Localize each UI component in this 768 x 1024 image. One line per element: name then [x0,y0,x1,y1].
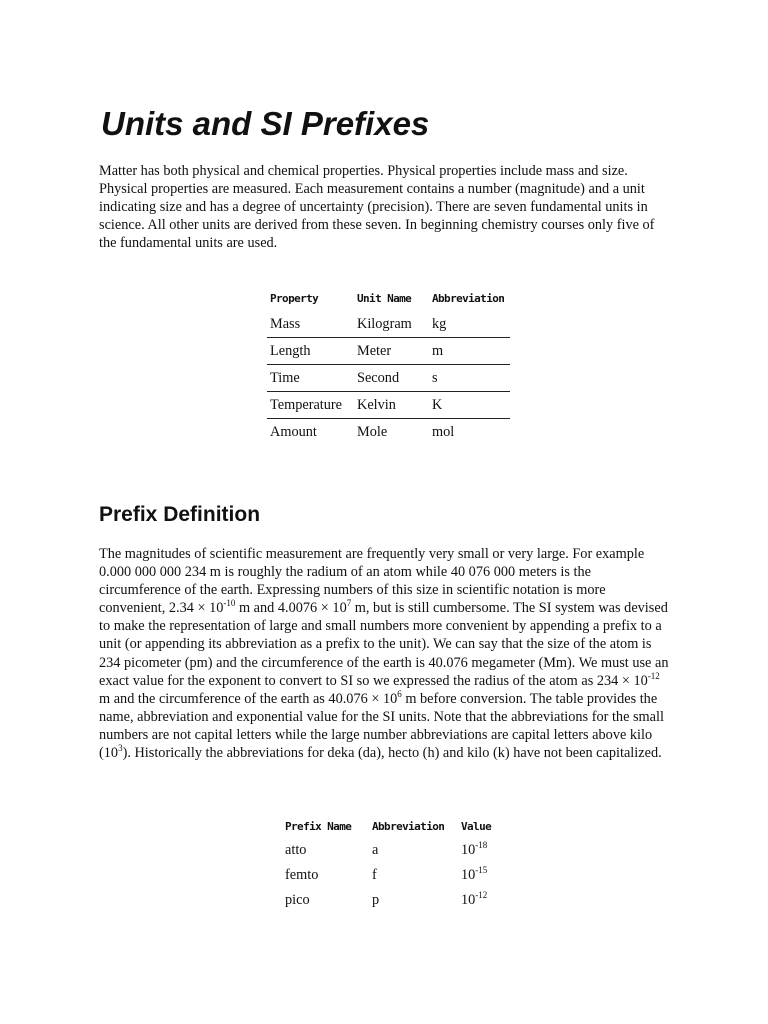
prefix-paragraph [99,545,671,762]
table-row [282,838,497,863]
section-heading: Prefix Definition [99,503,261,526]
abbreviation-cell: K [429,392,510,419]
value-base: 10 [461,842,476,858]
unit-name-cell: Mole [357,423,388,440]
property-cell: Amount [270,423,317,440]
prefix-name-cell: atto [285,842,307,858]
paragraph-text-run: ). Historically the abbreviations for deka (da), hecto (h) and kilo (k) have not been capitalized. [122,745,662,762]
value-base: 10 [461,867,476,883]
exponent-superscript: -12 [647,670,660,681]
table-row [267,338,510,365]
units-header-unit-name: Unit Name [357,291,412,305]
prefix-header-name: Prefix Name [285,819,352,833]
prefix-value-cell [458,888,497,913]
empty-cell [354,445,429,471]
value-exponent: -12 [475,890,488,900]
intro-paragraph: Matter has both physical and chemical properties. Physical properties include mass and size. Physical properties are measured. Each measurement contains a number (magnitude) and a unit indicating size and has a degree of uncertainty (precision). There are seven fundamental units in science. All other units are derived from these seven. In beginning chemistry courses only five of the fundamental units are used. [99,163,655,252]
unit-name-cell: Second [354,365,429,392]
paragraph-text-run: m and 4.0076 × 10 [235,600,347,617]
table-row [267,365,510,392]
value-exponent: -18 [475,840,488,850]
empty-cell [429,445,510,471]
property-cell: Time [267,365,354,392]
table-row [267,311,510,338]
table-row [267,419,510,446]
property-cell: Temperature [267,392,354,419]
units-header-abbreviation: Abbreviation [432,291,505,305]
prefix-table [282,814,497,913]
table-bottom-rule [267,445,510,471]
paragraph-text-run: m before conversion. The table provides the name, abbreviation and exponential value for the SI units. Note that the abbreviations for the small numbers are not capital letters while the large number abbreviations are capital letters above kilo (10 [99,690,664,762]
prefix-value-cell [458,838,497,863]
units-header-property: Property [270,291,319,305]
units-table [267,285,510,471]
units-table-header-row [267,285,510,311]
unit-name-cell: Kilogram [354,311,429,338]
prefix-name-cell: pico [285,892,310,908]
prefix-abbreviation-cell: f [372,867,377,883]
abbreviation-cell: kg [429,311,510,338]
exponent-superscript: 6 [397,688,402,699]
paragraph-text-run: The magnitudes of scientific measurement are frequently very small or very large. For example 0.000 000 000 234 m is roughly the radium of an atom while 40 076 000 meters is the circumference of the earth. Expressing numbers of this size in scientific notation is more convenient, 2.34 × 10 [99,546,645,617]
empty-cell [267,445,354,471]
prefix-name-cell: femto [285,867,319,883]
paragraph-text-run: m, but is still cumbersome. The SI system was devised to make the representation of large and small numbers more convenient by appending a prefix to a unit (or appending its abbreviation as a prefix to the unit). We can say that the size of the atom is 234 picometer (pm) and the circumference of the earth is 40.076 megameter (Mm). We must use an exact value for the exponent to convert to SI so we expressed the radius of the atom as 234 × 10 [99,600,669,689]
unit-name-cell: Meter [354,338,429,365]
prefix-abbreviation-cell: p [372,892,380,908]
exponent-superscript: 7 [346,598,352,609]
prefix-table-header-row [282,814,497,838]
prefix-abbreviation-cell: a [372,842,379,858]
abbreviation-cell: s [429,365,510,392]
table-row [267,392,510,419]
value-base: 10 [461,892,476,908]
prefix-header-abbreviation: Abbreviation [372,819,445,833]
exponent-superscript: 3 [118,743,123,754]
prefix-header-value: Value [461,819,492,833]
exponent-superscript: -10 [223,598,236,609]
value-exponent: -15 [475,865,488,875]
unit-name-cell: Kelvin [354,392,429,419]
abbreviation-cell: m [429,338,510,365]
paragraph-text-run: m and the circumference of the earth as 40.076 × 10 [99,690,398,707]
page-title: Units and SI Prefixes [101,105,430,142]
prefix-value-cell [458,863,497,888]
table-row [282,863,497,888]
abbreviation-cell: mol [432,423,455,440]
table-row [282,888,497,913]
property-cell: Mass [267,311,354,338]
property-cell: Length [267,338,354,365]
